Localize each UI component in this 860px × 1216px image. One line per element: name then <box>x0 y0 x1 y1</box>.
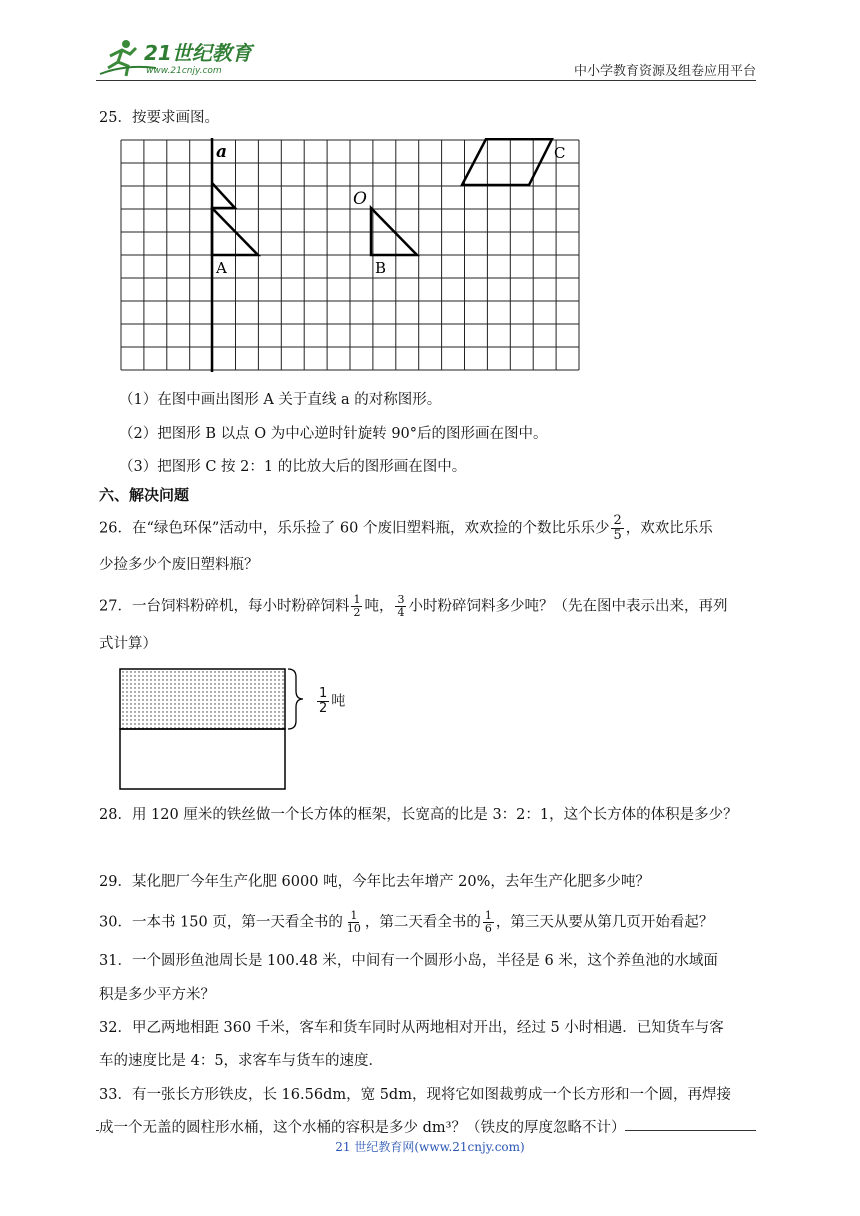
q27-text-b: 吨， <box>364 598 394 615</box>
shape-c <box>462 139 552 185</box>
q25-sub3: （3）把图形 C 按 2：1 的比放大后的图形画在图中。 <box>119 459 467 475</box>
dotted-half <box>120 669 285 729</box>
logo-title: 21世纪教育 <box>144 41 252 65</box>
q27-text-a: 27．一台饲料粉碎机，每小时粉碎饲料 <box>99 598 350 615</box>
brace-icon <box>288 669 303 729</box>
q25-title: 25．按要求画图。 <box>99 110 219 126</box>
q29: 29．某化肥厂今年生产化肥 6000 吨，今年比去年增产 20%，去年生产化肥多少吨？ <box>99 874 650 890</box>
fraction: $\frac{1}{2}$ <box>353 593 361 619</box>
diagram-label <box>315 687 345 716</box>
grid-lines <box>121 140 579 370</box>
q26-line2: 少捡多少个废旧塑料瓶？ <box>99 557 259 573</box>
fraction: $\frac{1}{2}$ <box>319 686 328 716</box>
empty-half <box>120 729 285 789</box>
q31-line2: 积是多少平方米？ <box>99 987 215 1003</box>
footer-link[interactable]: 21 世纪教育网(www.21cnjy.com) <box>335 1140 525 1154</box>
q30-text-a: 30．一本书 150 页，第一天看全书的 <box>99 914 343 931</box>
unit-label: 吨 <box>331 693 346 710</box>
q30-text-b: ，第二天看全书的 <box>364 914 481 931</box>
label-point-o: O <box>353 189 367 209</box>
logo-url: www.21cnjy.com <box>146 66 222 76</box>
q30-text-c: ，第三天从要从第几页开始看起？ <box>495 914 714 931</box>
q32-line2: 车的速度比是 4：5，求客车与货车的速度． <box>99 1053 384 1069</box>
q27-line1 <box>99 594 727 619</box>
q27-text-c: 小时粉碎饲料多少吨？（先在图中表示出来，再列 <box>408 598 728 615</box>
label-shape-c: C <box>554 144 566 162</box>
label-shape-b: B <box>375 259 387 277</box>
label-shape-a: A <box>216 259 227 277</box>
platform-name: 中小学教育资源及组卷应用平台 <box>573 64 756 79</box>
q26-text-b: ，欢欢比乐乐 <box>625 520 713 537</box>
q31-line1: 31．一个圆形鱼池周长是 100.48 米，中间有一个圆形小岛，半径是 6 米，这个养鱼池的水域面 <box>99 953 718 969</box>
q25-sub1: （1）在图中画出图形 A 关于直线 a 的对称图形。 <box>119 392 442 408</box>
q25-sub2: （2）把图形 B 以点 O 为中心逆时针旋转 90°后的图形画在图中。 <box>119 426 548 442</box>
q25-grid-figure <box>119 138 581 376</box>
section-heading: 六、解决问题 <box>99 486 190 504</box>
q33-line1: 33．有一张长方形铁皮，长 16.56dm，宽 5dm，现将它如图裁剪成一个长方形和一个圆，再焊接 <box>99 1087 731 1103</box>
q26-text-a: 26．在“绿色环保”活动中，乐乐捡了 60 个废旧塑料瓶，欢欢捡的个数比乐乐少 <box>99 520 610 537</box>
header-divider <box>96 80 756 81</box>
q26-line1 <box>99 514 713 543</box>
q32-line1: 32．甲乙两地相距 360 千米，客车和货车同时从两地相对开出，经过 5 小时相遇．已知货车与客 <box>99 1020 724 1036</box>
q28: 28．用 120 厘米的铁丝做一个长方体的框架，长宽高的比是 3：2：1，这个长方体的体积是多少？ <box>99 807 738 823</box>
fraction: $\frac{3}{4}$ <box>397 593 405 619</box>
fraction: $\frac{2}{5}$ <box>613 513 622 543</box>
fraction: $\frac{1}{6}$ <box>484 909 492 935</box>
q27-line2: 式计算） <box>99 636 157 652</box>
site-logo <box>96 36 256 80</box>
fraction: $\frac{1}{10}$ <box>346 909 361 935</box>
q30 <box>99 910 713 935</box>
q33-line2: 成一个无盖的圆柱形水桶，这个水桶的容积是多少 dm³？（铁皮的厚度忽略不计） <box>99 1120 626 1136</box>
label-a: a <box>216 142 228 162</box>
